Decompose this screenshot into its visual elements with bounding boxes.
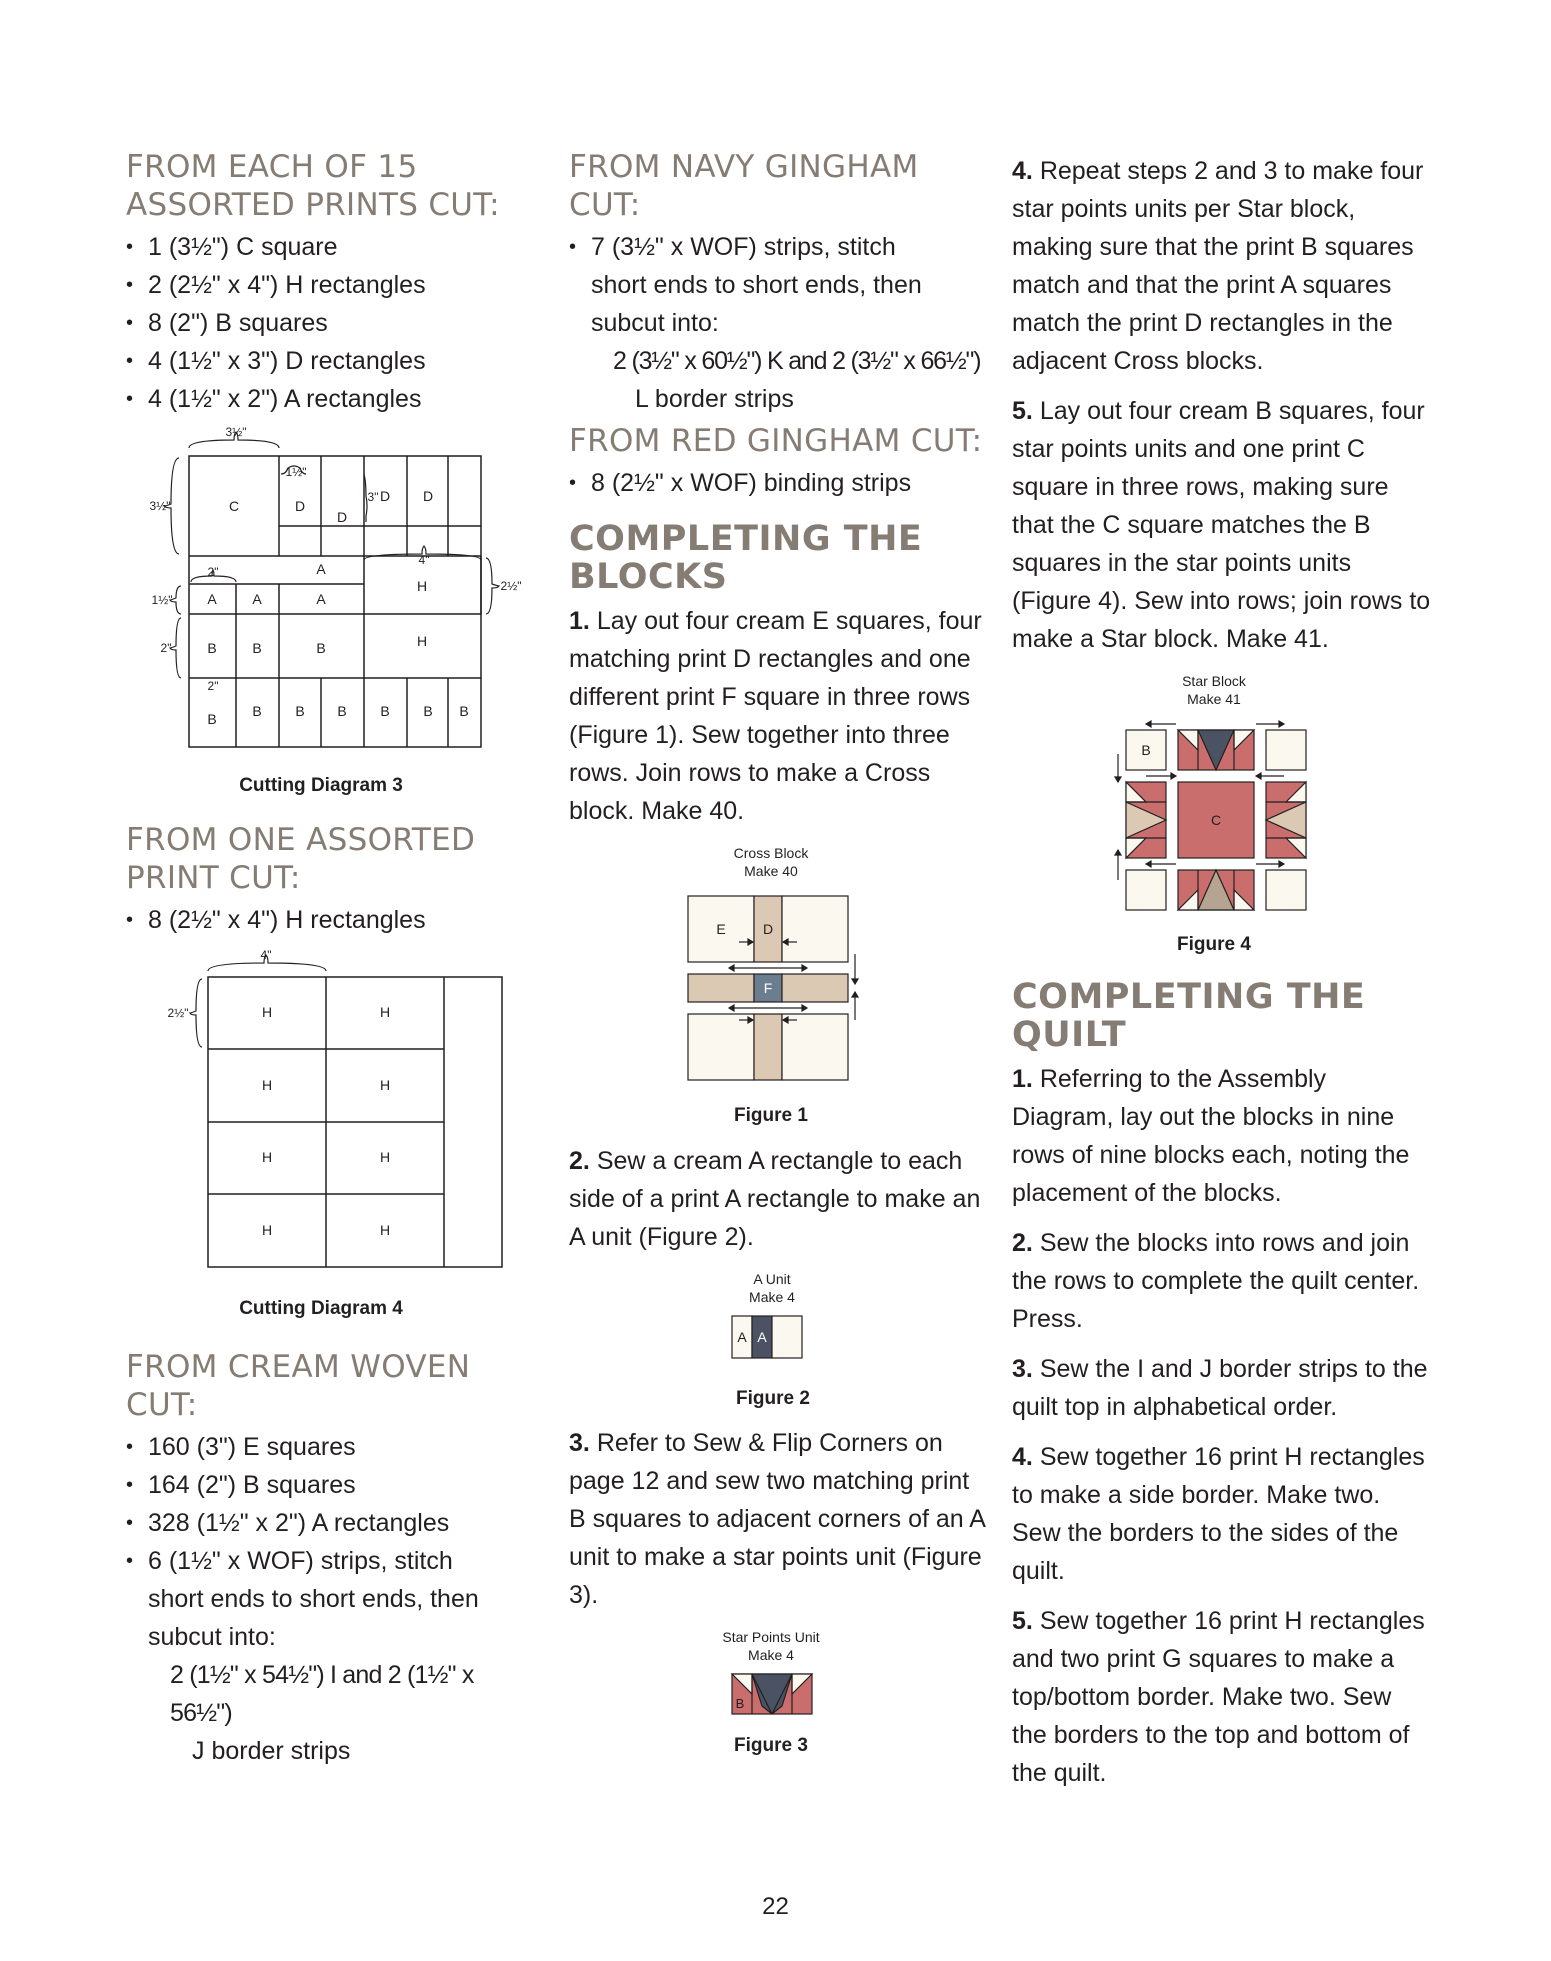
dim-1-5: 1½" [151, 593, 173, 607]
list-continuation: short ends to short ends, then [591, 271, 922, 299]
dim-2: 2" [207, 565, 219, 579]
list-subitem: 2 (1½" x 54½") I and 2 (1½" x 56½") [170, 1661, 474, 1727]
label-a: A [737, 1329, 747, 1345]
label-h: H [261, 1222, 273, 1238]
cutting-diagram-4-caption: Cutting Diagram 4 [239, 1298, 403, 1319]
figure-2-drawing [569, 1268, 989, 1424]
list-item: • 328 (1½" x 2") A rectangles [126, 1504, 536, 1542]
heading-one-assorted-print: FROM ONE ASSORTED PRINT CUT: [126, 822, 476, 896]
step-4 [1012, 152, 1432, 380]
figure-3-drawing [569, 1626, 989, 1776]
list-item: • 2 (2½" x 4") H rectangles [126, 266, 536, 304]
step-text: Repeat steps 2 and 3 to make four star points units per Star block, making sure that the print B squares match and that the print A squares match the print D rectangles in the adjacent Cross blocks. [1012, 157, 1424, 375]
column-1 [126, 148, 536, 1770]
label-d: D [379, 488, 391, 504]
figure-1 [569, 842, 989, 1142]
step-text: Sew a cream A rectangle to each side of a print A rectangle to make an A unit (Figure 2). [569, 1147, 981, 1251]
figure-4-caption: Figure 4 [1177, 934, 1251, 955]
label-h: H [261, 1149, 273, 1165]
label-h: H [416, 633, 428, 649]
label-f: F [763, 980, 773, 996]
list-item: • 4 (1½" x 3") D rectangles [126, 342, 536, 380]
quilt-step-5 [1012, 1602, 1432, 1792]
label-c: C [228, 498, 240, 514]
cream-woven-list [126, 1428, 536, 1580]
heading-navy-gingham: FROM NAVY GINGHAM CUT: [569, 149, 919, 223]
label-a: A [316, 561, 326, 577]
step-text: Referring to the Assembly Diagram, lay out the blocks in nine rows of nine blocks each, noting the placement of the blocks. [1012, 1065, 1410, 1207]
dim-3-5: 3½" [225, 425, 247, 439]
step-text: Lay out four cream E squares, four matching print D rectangles and one different print F square in three rows (Figure 1). Sew together into three rows. Join rows to make a Cross block. Make 40. [569, 607, 982, 825]
step-number: 2. [1012, 1229, 1033, 1257]
label-h: H [379, 1222, 391, 1238]
step-2 [569, 1142, 989, 1256]
dim-2: 2" [160, 641, 172, 655]
cutting-diagram-3 [126, 426, 536, 797]
step-number: 5. [1012, 1607, 1033, 1635]
label-h: H [379, 1149, 391, 1165]
navy-gingham-list [569, 228, 989, 266]
label-b: B [252, 640, 262, 656]
figure-1-drawing [569, 842, 989, 1142]
cutting-diagram-3-drawing [126, 425, 522, 766]
label-d: D [762, 921, 774, 937]
dim-4: 4" [418, 553, 430, 567]
step-1 [569, 602, 989, 830]
step-number: 1. [569, 607, 590, 635]
label-b: B [423, 703, 433, 719]
figure-2-title: A Unit [753, 1271, 791, 1287]
step-number: 4. [1012, 157, 1033, 185]
dim-4: 4" [260, 948, 272, 962]
label-b: B [337, 703, 347, 719]
figure-3-subtitle: Make 4 [748, 1647, 794, 1663]
step-text: Sew together 16 print H rectangles and two print G squares to make a top/bottom border. Make two. Sew the borders to the top and bottom of the quilt. [1012, 1607, 1425, 1787]
figure-4-drawing [1012, 670, 1432, 972]
label-b: B [1141, 742, 1151, 758]
quilt-step-2 [1012, 1224, 1432, 1338]
step-5 [1012, 392, 1432, 658]
label-a: A [757, 1329, 767, 1345]
red-gingham-list [569, 464, 989, 502]
step-number: 3. [1012, 1355, 1033, 1383]
step-text: Sew the blocks into rows and join the rows to complete the quilt center. Press. [1012, 1229, 1420, 1333]
label-b: B [735, 1696, 745, 1711]
label-a: A [316, 591, 326, 607]
label-c: C [1210, 812, 1222, 828]
label-h: H [416, 578, 428, 594]
list-item: • 8 (2½" x WOF) binding strips [569, 464, 989, 502]
page-number: 22 [762, 1893, 789, 1920]
figure-2-subtitle: Make 4 [749, 1289, 795, 1305]
label-a: A [207, 591, 217, 607]
label-a: A [252, 591, 262, 607]
figure-4-subtitle: Make 41 [1187, 691, 1241, 707]
label-b: B [316, 640, 326, 656]
step-text: Lay out four cream B squares, four star points units and one print C square in three rows, making sure that the C square matches the B squares in the star points units (Figure 4). Sew into rows; join rows to make a Star block. Make 41. [1012, 397, 1431, 653]
cutting-diagram-3-caption: Cutting Diagram 3 [239, 775, 403, 796]
label-h: H [379, 1077, 391, 1093]
column-2 [569, 148, 989, 1776]
dim-1-5: 1½" [285, 465, 307, 479]
one-assorted-print-list [126, 901, 536, 939]
step-number: 5. [1012, 397, 1033, 425]
step-text: Refer to Sew & Flip Corners on page 12 and sew two matching print B squares to adjacent corners of an A unit to make a star points unit (Figure 3). [569, 1429, 985, 1609]
figure-1-subtitle: Make 40 [744, 863, 798, 879]
list-subitem: L border strips [635, 385, 794, 413]
figure-3-caption: Figure 3 [734, 1735, 808, 1756]
quilt-step-1 [1012, 1060, 1432, 1212]
figure-2-caption: Figure 2 [736, 1388, 810, 1409]
heading-completing-blocks: COMPLETING THE BLOCKS [569, 519, 923, 597]
quilt-step-4 [1012, 1438, 1432, 1590]
step-text: Sew the I and J border strips to the quilt top in alphabetical order. [1012, 1355, 1428, 1421]
figure-4 [1012, 670, 1432, 972]
column-3 [1012, 148, 1432, 1804]
figure-3 [569, 1626, 989, 1776]
assorted-prints-list [126, 228, 536, 418]
cutting-diagram-4 [126, 949, 536, 1320]
figure-2 [569, 1268, 989, 1424]
dim-2-5: 2½" [167, 1006, 189, 1020]
list-subitem: 2 (3½" x 60½") K and 2 (3½" x 66½") [613, 347, 981, 375]
label-d: D [294, 498, 306, 514]
list-item: • 1 (3½") C square [126, 228, 536, 266]
label-b: B [295, 703, 305, 719]
label-h: H [261, 1004, 273, 1020]
list-item: • 7 (3½" x WOF) strips, stitch [569, 228, 989, 266]
list-continuation: subcut into: [148, 1623, 276, 1651]
list-continuation: short ends to short ends, then [148, 1585, 479, 1613]
label-d: D [336, 509, 348, 525]
label-b: B [252, 703, 262, 719]
label-h: H [379, 1004, 391, 1020]
figure-1-caption: Figure 1 [734, 1105, 808, 1126]
heading-completing-quilt: COMPLETING THE QUILT [1012, 977, 1366, 1055]
dim-2-5: 2½" [500, 579, 522, 593]
step-number: 3. [569, 1429, 590, 1457]
dim-3: 3" [367, 490, 379, 504]
quilt-step-3 [1012, 1350, 1432, 1426]
label-b: B [380, 703, 390, 719]
label-h: H [261, 1077, 273, 1093]
step-number: 4. [1012, 1443, 1033, 1471]
list-item: • 4 (1½" x 2") A rectangles [126, 380, 536, 418]
list-continuation: subcut into: [591, 309, 719, 337]
label-b: B [207, 711, 217, 727]
figure-4-title: Star Block [1182, 673, 1246, 689]
step-3 [569, 1424, 989, 1614]
figure-3-title: Star Points Unit [722, 1629, 820, 1645]
figure-1-title: Cross Block [733, 845, 809, 861]
step-number: 2. [569, 1147, 590, 1175]
heading-cream-woven: FROM CREAM WOVEN CUT: [126, 1349, 471, 1423]
step-text: Sew together 16 print H rectangles to make a side border. Make two. Sew the borders to the sides of the quilt. [1012, 1443, 1425, 1585]
step-number: 1. [1012, 1065, 1033, 1093]
list-item: • 160 (3") E squares [126, 1428, 536, 1466]
list-item: • 8 (2") B squares [126, 304, 536, 342]
label-b: B [459, 703, 469, 719]
list-subitem: J border strips [192, 1737, 351, 1765]
heading-assorted-prints: FROM EACH OF 15 ASSORTED PRINTS CUT: [126, 149, 500, 223]
list-item: • 6 (1½" x WOF) strips, stitch [126, 1542, 536, 1580]
label-b: B [207, 640, 217, 656]
list-item: • 164 (2") B squares [126, 1466, 536, 1504]
dim-2: 2" [207, 679, 219, 693]
cutting-diagram-4-drawing [126, 949, 516, 1289]
heading-red-gingham: FROM RED GINGHAM CUT: [569, 423, 983, 459]
label-d: D [422, 488, 434, 504]
dim-3-5: 3½" [149, 499, 171, 513]
label-e: E [716, 921, 726, 937]
list-item: • 8 (2½" x 4") H rectangles [126, 901, 536, 939]
